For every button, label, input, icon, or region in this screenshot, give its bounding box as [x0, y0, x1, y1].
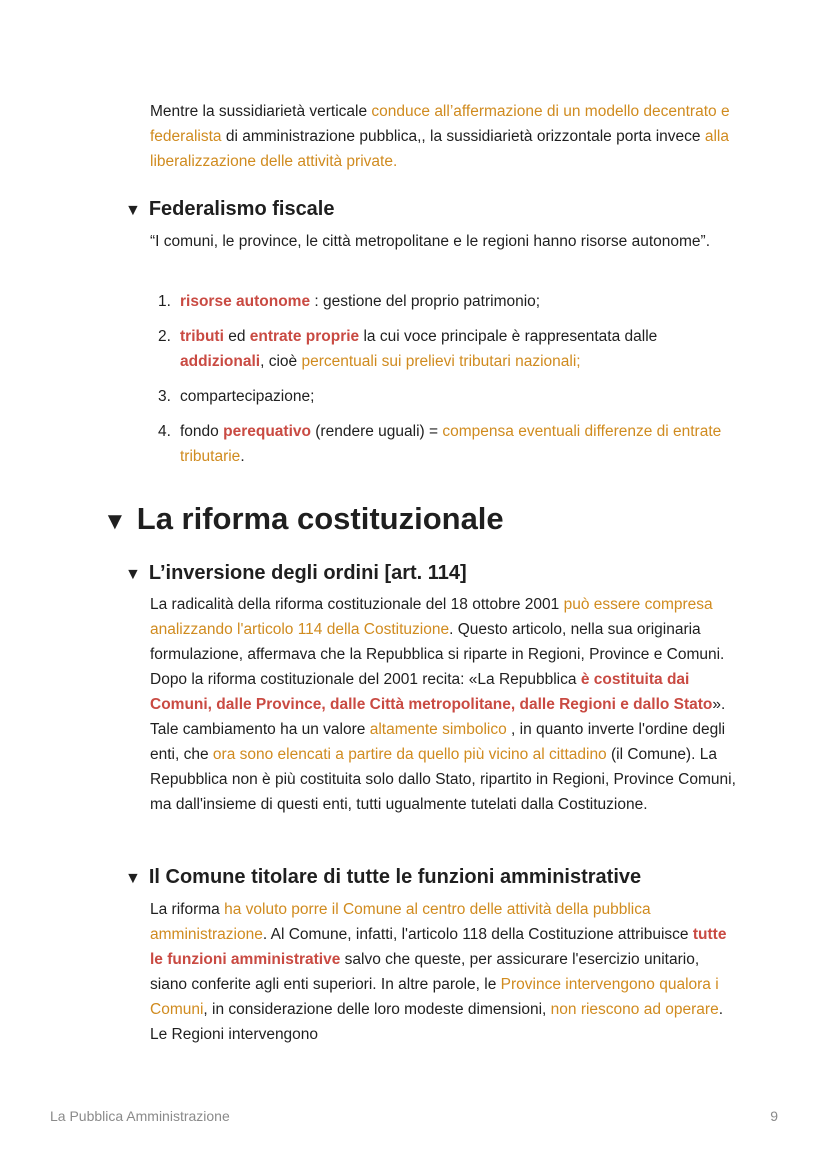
text: . Le Regioni intervengono: [150, 1001, 724, 1043]
emphasis: addizionali: [180, 353, 261, 370]
comune-paragraph: [150, 897, 740, 1047]
list-number: 2.: [158, 328, 171, 345]
federalismo-list: [150, 289, 740, 479]
triangle-down-icon[interactable]: ▼: [125, 566, 141, 583]
highlight: altamente simbolico: [369, 721, 507, 738]
list-item: [150, 324, 740, 374]
list-item: [150, 419, 740, 469]
text: salvo che queste, per assicurare l'esercizio unitario, siano conferite agli enti superiori. In altre parole, le: [150, 951, 700, 993]
heading-text: L’inversione degli ordini [art. 114]: [148, 562, 467, 584]
text: compartecipazione;: [180, 388, 315, 405]
footer-title: La Pubblica Amministrazione: [50, 1108, 230, 1124]
text: di amministrazione pubblica,, la sussidiarietà orizzontale porta invece: [221, 128, 705, 145]
toggle-heading-inversione[interactable]: [125, 560, 467, 588]
text: .: [240, 448, 245, 465]
text: . Questo articolo, nella sua originaria formulazione, affermava che la Repubblica si riparte in Regioni, Province e Comuni. Dopo la riforma costituzionale del 2001 recita: «La Repubblica: [150, 621, 725, 688]
emphasis: risorse autonome: [180, 293, 311, 310]
toggle-heading-federalismo[interactable]: [125, 196, 335, 224]
text: : gestione del proprio patrimonio;: [310, 293, 541, 310]
heading-text: Il Comune titolare di tutte le funzioni amministrative: [148, 866, 642, 888]
triangle-down-icon[interactable]: ▼: [125, 870, 141, 887]
highlight: compensa eventuali differenze di entrate tributarie: [180, 423, 722, 465]
highlight: ha voluto porre il Comune al centro delle attività della pubblica amministrazione: [150, 901, 651, 943]
inversione-paragraph: [150, 592, 740, 817]
list-item: [150, 384, 740, 409]
highlight: alla liberalizzazione delle attività private.: [150, 128, 729, 170]
list-number: 4.: [158, 423, 171, 440]
list-item: [150, 289, 740, 314]
triangle-down-icon[interactable]: ▼: [103, 508, 127, 535]
emphasis: perequativo: [223, 423, 311, 440]
text: La riforma: [150, 901, 225, 918]
highlight: può essere compresa analizzando l'articolo 114 della Costituzione: [150, 596, 713, 638]
text: (rendere uguali) =: [310, 423, 443, 440]
highlight: percentuali sui prelievi tributari nazionali;: [301, 353, 581, 370]
emphasis: tutte le funzioni amministrative: [150, 926, 727, 968]
highlight: Province intervengono qualora i Comuni: [150, 976, 719, 1018]
list-number: 3.: [158, 388, 171, 405]
text: ». Tale cambiamento ha un valore: [150, 696, 726, 738]
text: , in considerazione delle loro modeste dimensioni,: [203, 1001, 551, 1018]
text: la cui voce principale è rappresentata dalle: [359, 328, 658, 345]
highlight: non riescono ad operare: [550, 1001, 719, 1018]
toggle-heading-riforma[interactable]: [103, 500, 504, 541]
text: , in quanto inverte l'ordine degli enti, che: [150, 721, 726, 763]
text: ed: [223, 328, 250, 345]
highlight: conduce all’affermazione di un modello decentrato e federalista: [150, 103, 730, 145]
emphasis: è costituita dai Comuni, dalle Province, dalle Città metropolitane, dalle Regioni e dallo Stato: [150, 671, 713, 713]
page-number: 9: [770, 1108, 778, 1124]
text: Mentre la sussidiarietà verticale: [150, 103, 372, 120]
text: , cioè: [260, 353, 302, 370]
triangle-down-icon[interactable]: ▼: [125, 202, 141, 219]
text: (il Comune). La Repubblica non è più costituita solo dallo Stato, ripartito in Regioni, Province Comuni, ma dall'insieme di questi enti, tutti ugualmente tutelati dalla Costituzione.: [150, 746, 736, 813]
heading-text: La riforma costituzionale: [136, 501, 504, 536]
toggle-heading-comune[interactable]: [125, 864, 641, 892]
list-number: 1.: [158, 293, 171, 310]
highlight: ora sono elencati a partire da quello più vicino al cittadino: [212, 746, 607, 763]
emphasis: entrate proprie: [249, 328, 360, 345]
text: La radicalità della riforma costituzionale del 18 ottobre 2001: [150, 596, 564, 613]
heading-text: Federalismo fiscale: [148, 198, 335, 220]
intro-paragraph: [150, 99, 740, 174]
text: fondo: [180, 423, 224, 440]
federalismo-quote: “I comuni, le province, le città metropolitane e le regioni hanno risorse autonome”.: [150, 233, 711, 250]
emphasis: tributi: [180, 328, 224, 345]
text: . Al Comune, infatti, l'articolo 118 della Costituzione attribuisce: [262, 926, 693, 943]
